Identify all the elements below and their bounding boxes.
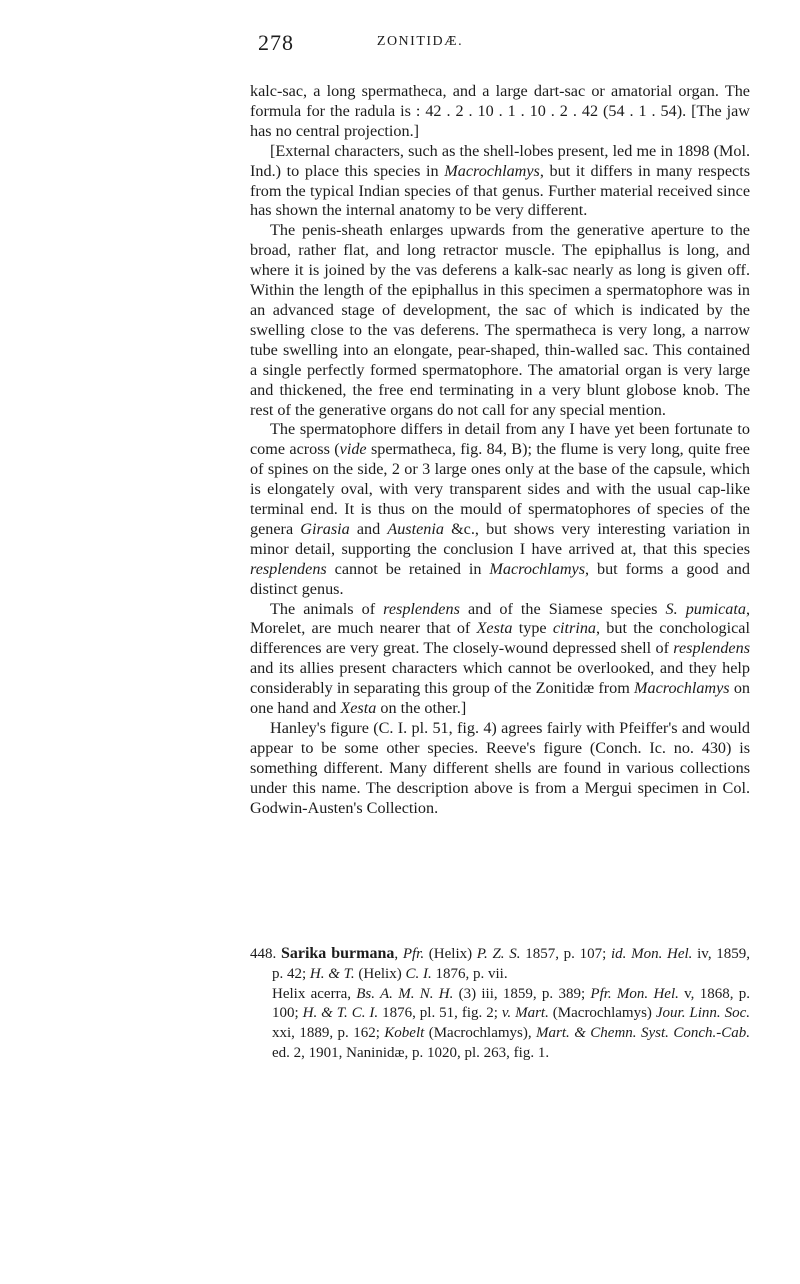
text-run: , Morelet, are much nearer that of xyxy=(250,599,750,638)
italic-text: Xesta xyxy=(340,699,377,718)
text-run: iv, 1859, p. 42; xyxy=(272,946,751,982)
italic-text: Bs. A. M. N. H. xyxy=(356,985,454,1002)
text-run: 1876, pl. 51, fig. 2; xyxy=(378,1005,502,1022)
text-run: &c., but shows very interesting variation in minor detail, supporting the conclusion I have arrived at, that this species xyxy=(250,519,750,558)
paragraph xyxy=(250,142,750,222)
text-run: , but it differs in many respects from the typical Indian species of that genus. Further material received since has shown the internal anatomy to be very different. xyxy=(250,161,750,220)
italic-text: Austenia xyxy=(387,519,444,538)
text-run: The penis-sheath enlarges upwards from the generative aperture to the broad, rather flat, and long retractor muscle. The epiphallus is long, and where it is joined by the vas deferens a kalk-sac nearly as long is given off. Within the length of the epiphallus in this specimen a spermatophore was in an advanced stage of development, the sac of which is indicated by the swelling close to the vas deferens. The spermatheca is very long, a narrow tube swelling into an elongate, pear-shaped, thin-walled sac. This contained a single perfectly formed spermatophore. The amatorial organ is very large and thickened, the free end terminating in a very blunt globose knob. The rest of the generative organs do not call for any special mention. xyxy=(250,221,750,419)
text-run: and xyxy=(349,519,388,538)
italic-text: Jour. Linn. Soc. xyxy=(655,1005,751,1022)
text-run: (Macrochlamys), xyxy=(424,1025,537,1042)
paragraph xyxy=(250,221,750,420)
italic-text: id. Mon. Hel. xyxy=(610,946,693,962)
text-run: ed. 2, 1901, Naninidæ, p. 1020, pl. 263, fig. 1. xyxy=(272,1044,550,1061)
paragraph xyxy=(250,719,750,819)
italic-text: Macrochlamys xyxy=(489,559,586,578)
running-head: ZONITIDÆ. xyxy=(376,34,464,49)
text-run: (Helix) xyxy=(354,965,406,982)
text-run: (Macrochlamys) xyxy=(548,1005,656,1022)
italic-text: resplendens xyxy=(673,639,750,658)
text-run: The spermatophore differs in detail from any I have yet been fortunate to come across ( xyxy=(250,420,750,459)
text-run: on one hand and xyxy=(250,679,750,718)
italic-text: Xesta xyxy=(476,619,513,638)
italic-text: C. I. xyxy=(405,965,432,982)
text-run: 1876, p. vii. xyxy=(431,965,508,982)
italic-text: citrina xyxy=(552,619,597,638)
page-number: 278 xyxy=(258,30,294,55)
species-entry xyxy=(250,944,750,1064)
entry-number: 448. xyxy=(250,946,277,962)
text-run: Hanley's figure (C. I. pl. 51, fig. 4) agrees fairly with Pfeiffer's and would appear to be some other species. Reeve's figure (Conch. Ic. no. 430) is something different. Many different shells are found in various collections under this name. The description above is from a Mergui specimen in Col. Godwin-Austen's Collection. xyxy=(250,719,750,817)
text-run: xxi, 1889, p. 162; xyxy=(272,1025,385,1042)
text-run: on the other.] xyxy=(376,699,467,718)
italic-text: H. & T. xyxy=(309,965,355,982)
text-run: , but forms a good and distinct genus. xyxy=(250,559,750,598)
text-run: and its allies present characters which cannot be overlooked, and they help considerably in separating this group of the Zonitidæ from xyxy=(250,659,750,698)
text-run: , xyxy=(394,946,403,962)
italic-text: P. Z. S. xyxy=(476,946,521,962)
synonym-citation xyxy=(250,985,750,1064)
body-text xyxy=(250,82,750,819)
italic-text: Macrochlamys xyxy=(444,161,540,180)
paragraph xyxy=(250,82,750,142)
text-run: kalc-sac, a long spermatheca, and a large dart-sac or amatorial organ. The formula for the radula is : 42 . 2 . 10 . 1 . 10 . 2 . 42 (54 . 1 . 54). [The jaw has no central projection.] xyxy=(250,82,750,140)
paragraph xyxy=(250,420,750,599)
italic-text: Macrochlamys xyxy=(634,679,730,698)
italic-text: S. pumicata xyxy=(665,599,746,618)
italic-text: Pfr. xyxy=(402,946,425,962)
italic-text: Pfr. Mon. Hel. xyxy=(590,985,679,1002)
italic-text: H. & T. C. I. xyxy=(302,1005,379,1022)
text-run: Helix acerra, xyxy=(272,985,357,1002)
text-run: spermatheca, fig. 84, B); the flume is very long, quite free of spines on the side, 2 or 3 large ones only at the base of the capsule, which is elongately oval, with very transparent sides and with the usual cap-like terminal end. It is thus on the mould of spermatophores of species of the genera xyxy=(250,440,750,538)
italic-text: resplendens xyxy=(250,559,327,578)
paragraph xyxy=(250,600,750,719)
text-run: , but the conchological differences are very great. The closely-wound depressed shell of xyxy=(250,619,750,658)
text-run: 1857, p. 107; xyxy=(520,946,611,962)
text-run: (Helix) xyxy=(424,946,477,962)
entry-heading xyxy=(250,944,750,985)
text-run: type xyxy=(512,619,553,638)
text-run: [External characters, such as the shell-lobes present, led me in 1898 (Mol. Ind.) to place this species in xyxy=(250,141,750,180)
text-run: and of the Siamese species xyxy=(459,599,666,618)
text-run: cannot be retained in xyxy=(326,559,490,578)
italic-text: resplendens xyxy=(383,599,460,618)
text-run: The animals of xyxy=(270,599,384,618)
italic-text: vide xyxy=(339,440,367,459)
italic-text: Kobelt xyxy=(384,1025,425,1042)
italic-text: Mart. & Chemn. Syst. Conch.-Cab. xyxy=(536,1025,750,1042)
italic-text: v. Mart. xyxy=(501,1005,549,1022)
text-run: v, 1868, p. 100; xyxy=(272,985,750,1022)
text-run: (3) iii, 1859, p. 389; xyxy=(453,985,591,1002)
italic-text: Girasia xyxy=(300,519,350,538)
species-name: Sarika burmana xyxy=(280,945,395,962)
